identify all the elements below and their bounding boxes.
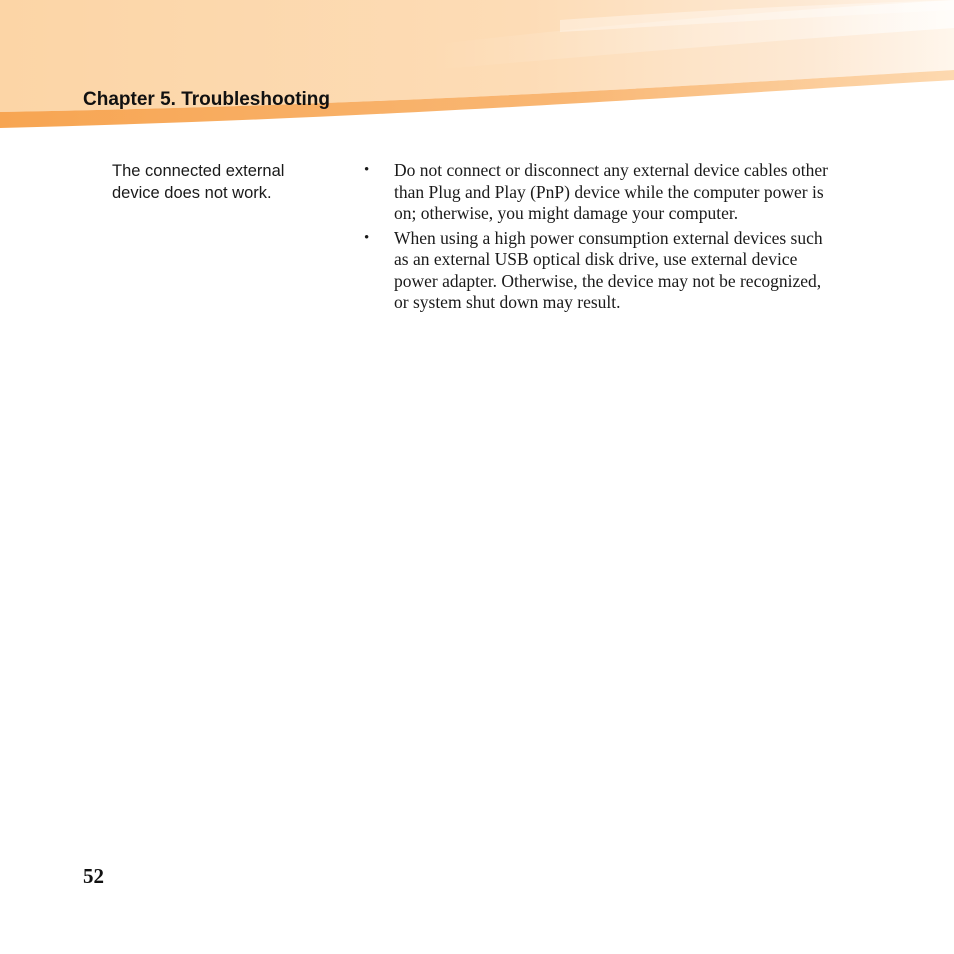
solution-text: Do not connect or disconnect any external device cables other than Plug and Play (PnP) device while the computer power is on; otherwise, you might damage your computer. bbox=[394, 160, 828, 223]
bullet-icon: • bbox=[364, 229, 370, 246]
solution-item bbox=[364, 228, 830, 314]
bullet-icon: • bbox=[364, 162, 370, 178]
page-number: 52 bbox=[83, 864, 104, 888]
solution-text: When using a high power consumption external devices such as an external USB optical disk drive, use external device power adapter. Otherwise, the device may not be recognized, or system shut down may result. bbox=[394, 227, 823, 312]
solution-list bbox=[364, 160, 830, 317]
header-banner bbox=[0, 0, 954, 135]
chapter-title: Chapter 5. Troubleshooting bbox=[83, 89, 331, 110]
solution-item bbox=[364, 160, 830, 225]
problem-description: The connected external device does not work. bbox=[112, 162, 285, 202]
